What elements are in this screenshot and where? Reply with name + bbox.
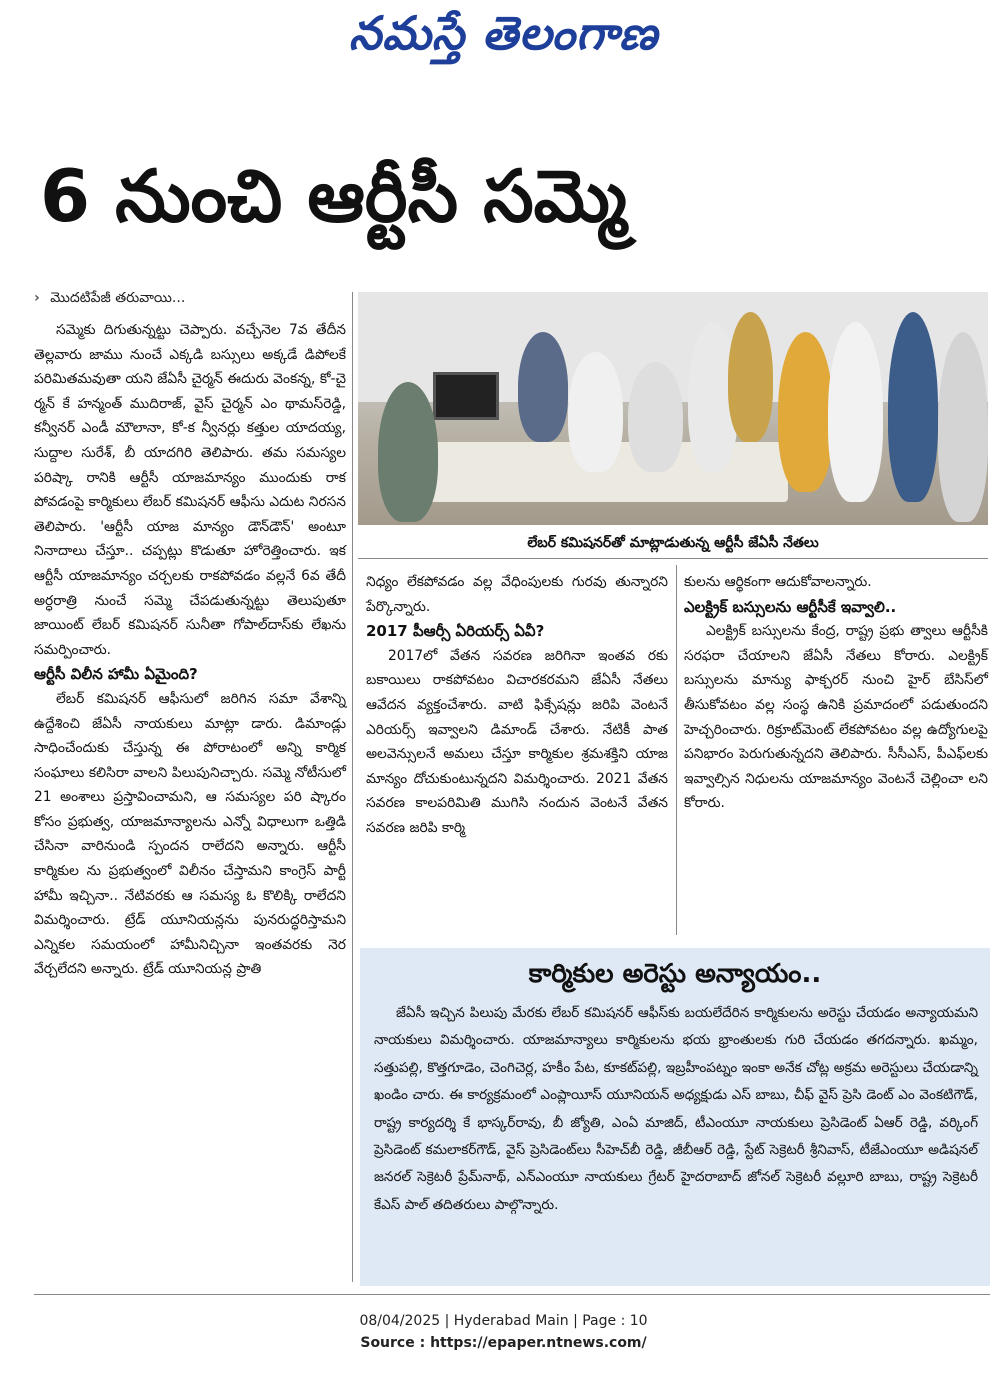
article-column-3 bbox=[684, 570, 988, 816]
footer-source-link[interactable]: Source : https://epaper.ntnews.com/ bbox=[360, 1335, 647, 1351]
highlight-box bbox=[360, 946, 990, 1286]
photo-person bbox=[568, 352, 623, 472]
photo-person bbox=[888, 312, 938, 502]
photo-person bbox=[778, 332, 833, 492]
col3-paragraph-1: కులను ఆర్థికంగా ఆదుకోవాలన్నారు. bbox=[684, 574, 872, 590]
box-body: జేఏసీ ఇచ్చిన పిలుపు మేరకు లేబర్ కమిషనర్ ఆఫీస్‌కు బయలేదేరిన కార్మికులను అరెస్టు చేయడం అన్యాయమని నాయకులు విమర్శించారు. యాజమాన్యాలు కార్మికులను భయ భ్రాంతులకు గురి చేయడం తగదన్నారు. ఖమ్మం, సత్తుపల్లి, కొత్తగూడెం, చెంగిచెర్ల, హకీం పేట, కూకట్‌పల్లి, ఇబ్రహీంపట్నం ఇంకా అనేక చోట్ల అక్రమ అరెస్టులు చేయడాన్ని ఖండిం చారు. ఈ కార్యక్రమంలో ఎంప్లాయీస్ యూనియన్ అధ్యక్షుడు ఎస్ బాబు, చీఫ్ వైస్ ప్రెసి డెంట్ ఎం వెంకటిగౌడ్, రాష్ట్ర కార్యదర్శి కే భాస్కర్‌రావు, బీ జ్యోతి, ఎంఏ మాజిద్, టీఎంయూ నాయకులు ప్రెసిడెంట్ ఏఆర్ రెడ్డి, వర్కింగ్ ప్రెసిడెంట్ కమలాకర్‌గౌడ్, వైస్ ప్రెసిడెంట్‌లు సీహెచ్‌బీ రెడ్డి, జీబీఆర్ రెడ్డి, స్టేట్ సెక్రెటరీ శ్రీనివాస్, టీజేఎంయూ అడిషనల్ జనరల్ సెక్రెటరీ ప్రేమ్‌నాథ్, ఎన్‌ఎంయూ నాయకులు గ్రేటర్ హైదరాబాద్ జోనల్ సెక్రెటరీ వల్లూరి బాబు, రాష్ట్ర సెక్రెటరీ కేఎస్ పాల్ తదితరులు పాల్గొన్నారు. bbox=[374, 1005, 978, 1213]
photo-person bbox=[828, 322, 883, 502]
col1-subhead: ఆర్టీసీ విలీన హామీ ఏమైంది? bbox=[34, 665, 198, 684]
photo-person bbox=[628, 362, 683, 472]
photo-person bbox=[378, 382, 438, 522]
col2-paragraph-2: 2017లో వేతన సవరణ జరిగినా ఇంతవ రకు బకాయిలు రాకపోవటం విచారకరమని జేఏసీ నేతలు ఆవేదన వ్యక్తంచేశారు. వాటి ఫిక్సేషన్లు జరిపి వెంటనే ఎరియర్స్ ఇవ్వాలని డిమాండ్ చేశారు. నేటికీ పాత అలవెన్సులనే అమలు చేస్తూ కార్మికుల శ్రమశక్తిని యాజ మాన్యం దోచుకుంటున్నదని విమర్శించారు. 2021 వేతన సవరణ కాలపరిమితి ముగిసి నందున వెంటనే వేతన సవరణ జరిపి కార్మి bbox=[366, 647, 668, 836]
article-column-2 bbox=[366, 570, 668, 841]
headline: 6 నుంచి ఆర్టీసీ సమ్మె bbox=[40, 154, 627, 238]
col3-subhead: ఎలక్ట్రిక్ బస్సులను ఆర్టీసీకే ఇవ్వాలి.. bbox=[684, 597, 897, 616]
photo-person bbox=[938, 332, 988, 522]
photo-person bbox=[728, 312, 773, 442]
continued-label bbox=[34, 290, 185, 309]
footer-date-line: 08/04/2025 | Hyderabad Main | Page : 10 bbox=[359, 1313, 648, 1329]
footer bbox=[0, 1310, 1007, 1354]
news-photo bbox=[358, 292, 988, 525]
col2-paragraph-1: నిధ్యం లేకపోవడం వల్ల వేధింపులకు గురవు తున్నారని పేర్కొన్నారు. bbox=[366, 574, 668, 615]
chevron-right-icon: › bbox=[34, 290, 40, 306]
col2-subhead: 2017 పీఆర్సీ ఏరియర్స్ ఏవీ? bbox=[366, 622, 545, 641]
box-title: కార్మికుల అరెస్టు అన్యాయం.. bbox=[528, 959, 822, 989]
caption-rule bbox=[358, 558, 988, 559]
masthead-logo: నమస్తే తెలంగాణ bbox=[348, 6, 659, 60]
col1-paragraph-1: సమ్మెకు దిగుతున్నట్టు చెప్పారు. వచ్చేనెల 7వ తేదీన తెల్లవారు జాము నుంచే ఎక్కడి బస్సులు అక్కడే డిపోలకే పరిమితమవుతా యని జేఏసీ చైర్మన్ ఈదురు వెంకన్న, కో-చై ర్మన్ కే హన్మంత్ ముదిరాజ్, వైస్ చైర్మన్ ఎం థామస్‌రెడ్డి, కన్వీనర్ ఎండీ మౌలానా, కో-క న్వీనర్లు కత్తుల యాదయ్య, సుద్దాల సురేశ్, బీ యాదగిరి తెలిపారు. తమ సమస్యల పరిష్కా రానికి ఆర్టీసీ యాజమాన్యం ముందుకు రాక పోవడంపై కార్మికులు లేబర్ కమిషనర్ ఆఫీసు ఎదుట నిరసన తెలిపారు. 'ఆర్టీసీ యాజ మాన్యం డౌన్‌డౌన్' అంటూ నినాదాలు చేస్తూ.. చప్పట్లు కొడుతూ హోరెత్తించారు. ఇక ఆర్టీసీ యాజమాన్యం చర్చలకు రాకపోవడం వల్లనే 6వ తేదీ అర్ధరాత్రి నుంచే సమ్మె చేపడుతున్నట్టు తెలుపుతూ జాయింట్ లేబర్ కమిషనర్ సునీతా గోపాల్‌దాస్‌కు లేఖను సమర్పించారు. bbox=[34, 322, 346, 658]
masthead bbox=[0, 4, 1007, 74]
col3-paragraph-2: ఎలక్ట్రిక్ బస్సులను కేంద్ర, రాష్ట్ర ప్రభు త్వాలు ఆర్టీసీకి సరఫరా చేయాలని జేఏసీ నేతలు కోరారు. ఎలక్ట్రిక్ బస్సులను మాన్యు ఫాక్చరర్ నుంచి హైర్ బేసిస్‌లో తీసుకోవటం వల్ల సంస్థ ఉనికి ప్రమాదంలో పడుతుందని హెచ్చరించారు. రిక్రూట్‌మెంట్ లేకపోవటం వల్ల ఉద్యోగులపై పనిభారం పెరుగుతున్నదని తెలిపారు. సీసీఎస్, పీఎఫ్‌లకు ఇవ్వాల్సిన నిధులను యాజమాన్యం వెంటనే చెల్లించా లని కోరారు. bbox=[684, 623, 988, 812]
photo-monitor bbox=[433, 372, 499, 420]
column-divider bbox=[676, 565, 677, 935]
col1-paragraph-2: లేబర్ కమిషనర్ ఆఫీసులో జరిగిన సమా వేశాన్ని ఉద్దేశించి జేఏసీ నాయకులు మాట్లా డారు. డిమాండ్లు సాధించేందుకు చేస్తున్న ఈ పోరాటంలో అన్ని కార్మిక సంఘాలు కలిసిరా వాలని పిలుపునిచ్చారు. సమ్మె నోటీసులో 21 అంశాలు ప్రస్తావించామని, ఆ సమస్యల పరి ష్కారం కోసం ప్రభుత్వ, యాజమాన్యాలను ఎన్నో విధాలుగా ఒత్తిడి చేసినా వారినుండి స్పందన రాలేదని అన్నారు. ఆర్టీసీ కార్మికుల ను ప్రభుత్వంలో విలీనం చేస్తామని కాంగ్రెస్ పార్టీ హామీ ఇచ్చినా.. నేటివరకు ఆ సమస్య ఓ కొలిక్కి రాలేదని విమర్శించారు. ట్రేడ్ యూనియన్లను పునరుద్ధరిస్తామని ఎన్నికల సమయంలో హామీనిచ్చినా ఇంతవరకు నెర వేర్చలేదని అన్నారు. ట్రేడ్ యూనియన్ల ప్రాతి bbox=[34, 690, 346, 978]
photo-caption: లేబర్ కమిషనర్‌తో మాట్లాడుతున్న ఆర్టీసీ జేఏసీ నేతలు bbox=[527, 535, 819, 551]
photo-person bbox=[518, 332, 568, 442]
column-divider bbox=[352, 292, 353, 1282]
article-column-1 bbox=[34, 318, 346, 982]
bottom-rule bbox=[34, 1294, 990, 1295]
continued-text: మొదటిపేజీ తరువాయి... bbox=[50, 290, 186, 306]
